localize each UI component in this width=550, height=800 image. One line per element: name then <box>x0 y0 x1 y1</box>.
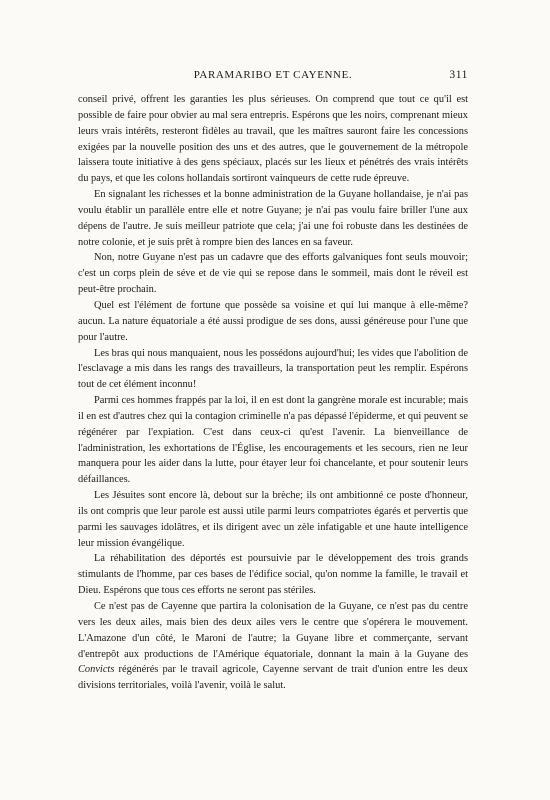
paragraph-text: Ce n'est pas de Cayenne que partira la colonisation de la Guyane, ce n'est pas du centre vers les deux ailes, mais bien des deux ailes vers le centre que s'opérera le mouvement. L'Amazone d'un côté, le Maroni de l'autre; la Guyane libre et commerçante, servant d'entrepôt aux productions de l'Amérique équatoriale, donnant la main à la Guyane des <box>78 601 468 660</box>
paragraph: Non, notre Guyane n'est pas un cadavre que des efforts galvaniques font seuls mouvoir; c'est un corps plein de séve et de vie qui se repose dans le sommeil, mais dont le réveil est peut-être prochain. <box>78 252 468 296</box>
paragraph: Les Jésuites sont encore là, debout sur la brèche; ils ont ambitionné ce poste d'honneur, ils ont compris que leur parole est aussi utile parmi leurs compatriotes égarés et pervertis que parmi les sauvages idolâtres, et ils dirigent avec un zèle infatigable et une haute intelligence leur mission évangélique. <box>78 490 468 549</box>
paragraph: Parmi ces hommes frappés par la loi, il en est dont la gangrène morale est incurable; mais il en est d'autres chez qui la contagion criminelle n'a pas dépassé l'épiderme, et qui peuvent se régénérer par l'expiation. C'est dans ceux-ci qu'est l'avenir. La bienveillance de l'administration, les exhortations de l'Église, les encouragements et les secours, rien ne leur manquera pour les aider dans la lutte, pour étayer leur foi chancelante, et pour soutenir leurs défaillances. <box>78 395 468 486</box>
running-title: PARAMARIBO ET CAYENNE. <box>193 69 353 81</box>
body-text <box>78 92 468 694</box>
paragraph: La réhabilitation des déportés est poursuivie par le développement des trois grands stimulants de l'homme, par ces bases de l'édifice social, qu'on nomme la famille, le travail et Dieu. Espérons que tous ces efforts ne seront pas stériles. <box>78 553 468 597</box>
paragraph: Quel est l'élément de fortune que possède sa voisine et qui lui manque à elle-même? aucun. La nature équatoriale a été aussi prodigue de ses dons, aussi généreuse pour l'une que pour l'autre. <box>78 299 468 343</box>
paragraph: conseil privé, offrent les garanties les plus sérieuses. On comprend que tout ce qu'il est possible de faire pour obvier au mal sera entrepris. Espérons que les noirs, comprenant mieux leurs vrais intérêts, resteront fidèles au travail, que les maîtres sauront faire les concessions exigées par la nouvelle position des uns et des autres, que le gouvernement de la métropole laissera toute initiative à des gens spéciaux, placés sur les lieux et pénétrés des vrais intérêts du pays, et que les colons hollandais sortiront vainqueurs de cette rude épreuve. <box>78 94 468 185</box>
running-header <box>78 69 468 83</box>
page-number: 311 <box>449 69 468 81</box>
paragraph: En signalant les richesses et la bonne administration de la Guyane hollandaise, je n'ai pas voulu établir un parallèle entre elle et notre Guyane; je n'ai pas voulu faire briller l'une aux dépens de l'autre. Je suis meilleur patriote que cela; j'ai une foi robuste dans les destinées de notre colonie, et je suis prêt à rompre bien des lances en sa faveur. <box>78 189 468 248</box>
paragraph-text: régénérés par le travail agricole, Cayenne servant de trait d'union entre les deux divisions territoriales, voilà l'avenir, voilà le salut. <box>78 664 468 692</box>
paragraph-last <box>78 599 468 694</box>
italic-term: Convicts <box>78 664 115 676</box>
paragraph: Les bras qui nous manquaient, nous les possédons aujourd'hui; les vides que l'abolition de l'esclavage a mis dans les rangs des travailleurs, la transportation peut les remplir. Espérons tout de cet élément inconnu! <box>78 347 468 391</box>
